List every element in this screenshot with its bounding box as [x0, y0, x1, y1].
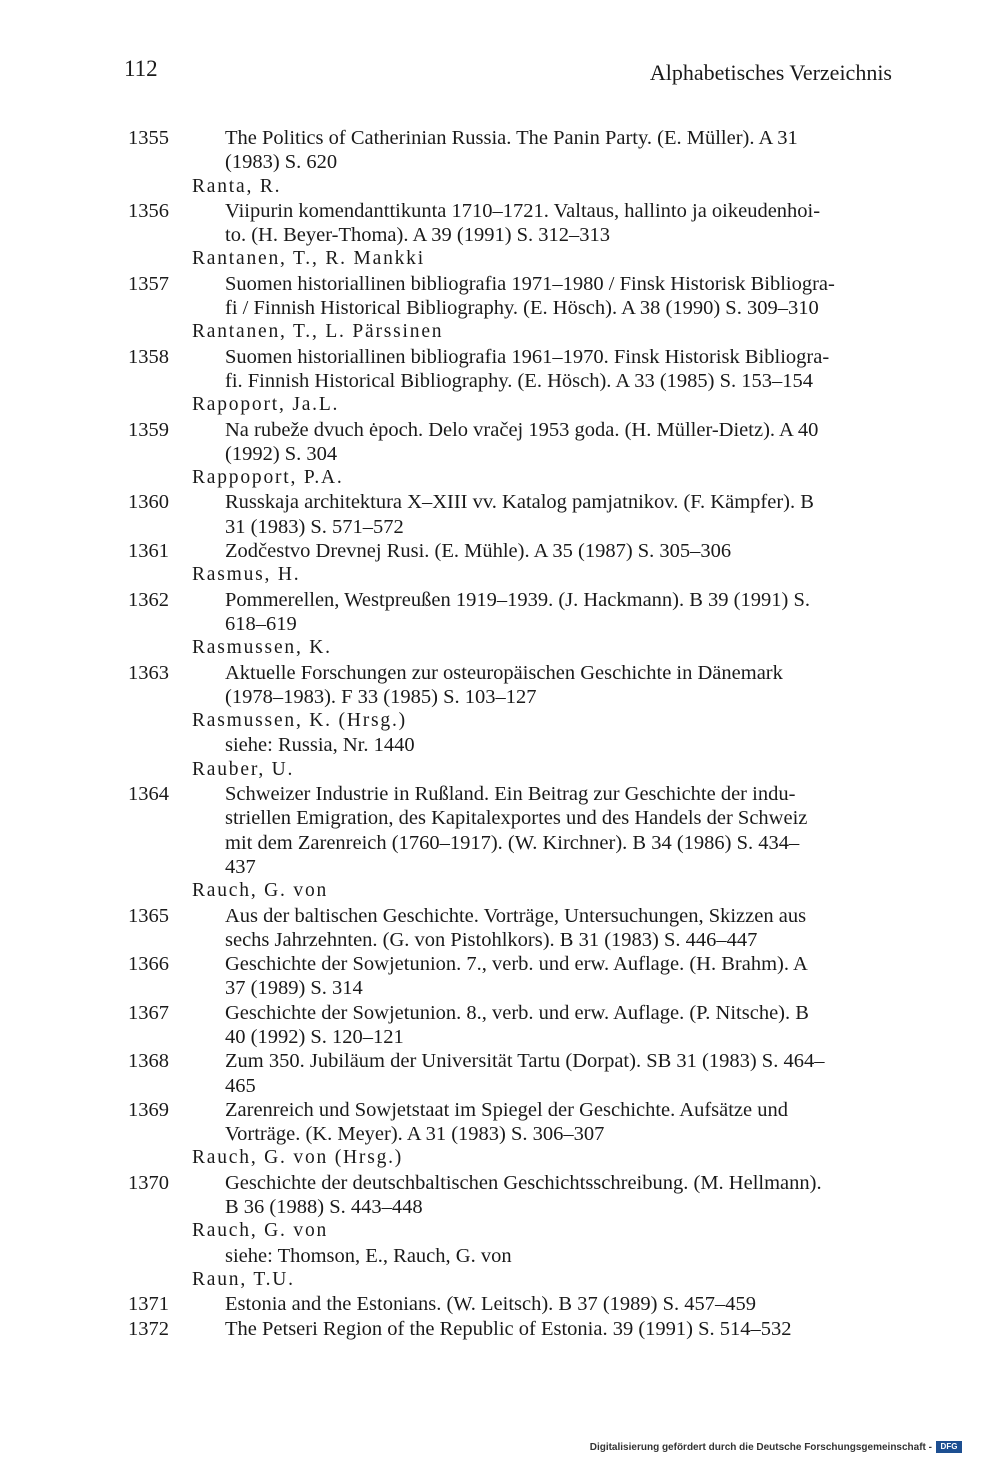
list-item [0, 1146, 1000, 1170]
entry-number: 1368 [128, 1050, 169, 1073]
author-heading: Rauch, G. von [192, 880, 329, 902]
list-item [0, 1244, 1000, 1268]
list-item [0, 199, 1000, 223]
entry-text: 465 [225, 1074, 256, 1097]
entry-number: 1372 [128, 1317, 169, 1340]
list-item [0, 515, 1000, 539]
list-item [0, 904, 1000, 928]
author-heading: Ranta, R. [192, 175, 282, 197]
entry-number: 1355 [128, 127, 169, 149]
digitization-footer [590, 1441, 962, 1453]
entry-text: sechs Jahrzehnten. (G. von Pistohlkors). B 31 (1983) S. 446–447 [225, 928, 758, 951]
entry-text: Zarenreich und Sowjetstaat im Spiegel der Geschichte. Aufsätze und [225, 1098, 788, 1121]
entry-text: Aktuelle Forschungen zur osteuropäischen Geschichte in Dänemark [225, 661, 783, 684]
author-heading: Rasmussen, K. [192, 637, 332, 659]
entry-text: 37 (1989) S. 314 [225, 977, 363, 1000]
dfg-logo: DFG [936, 1441, 962, 1453]
bibliography-list [0, 126, 1000, 1341]
list-item [0, 369, 1000, 393]
list-item [0, 1268, 1000, 1292]
entry-text: Schweizer Industrie in Rußland. Ein Beitrag zur Geschichte der indu- [225, 783, 796, 806]
entry-number: 1361 [128, 540, 169, 563]
entry-text: (1992) S. 304 [225, 442, 338, 465]
list-item [0, 345, 1000, 369]
entry-number: 1367 [128, 1001, 169, 1024]
entry-text: Geschichte der deutschbaltischen Geschichtsschreibung. (M. Hellmann). [225, 1171, 822, 1194]
list-item [0, 175, 1000, 199]
list-item [0, 976, 1000, 1000]
list-item [0, 1001, 1000, 1025]
list-item [0, 539, 1000, 563]
list-item [0, 296, 1000, 320]
list-item [0, 1292, 1000, 1316]
entry-text: siehe: Thomson, E., Rauch, G. von [225, 1244, 512, 1267]
list-item [0, 272, 1000, 296]
author-heading: Rauch, G. von [192, 1220, 329, 1242]
list-item [0, 442, 1000, 466]
entry-text: Aus der baltischen Geschichte. Vorträge, Untersuchungen, Skizzen aus [225, 904, 807, 927]
author-heading: Rantanen, T., R. Mankki [192, 248, 425, 270]
list-item [0, 490, 1000, 514]
entry-number: 1370 [128, 1171, 169, 1194]
entry-text: The Petseri Region of the Republic of Estonia. 39 (1991) S. 514–532 [225, 1317, 792, 1340]
entry-text: (1978–1983). F 33 (1985) S. 103–127 [225, 685, 537, 708]
list-item [0, 758, 1000, 782]
entry-text: Na rubeže dvuch ėpoch. Delo vračej 1953 goda. (H. Müller-Dietz). A 40 [225, 418, 819, 441]
footer-text: Digitalisierung gefördert durch die Deutsche Forschungsgemeinschaft - [589, 1441, 932, 1453]
entry-text: Suomen historiallinen bibliografia 1971–1980 / Finsk Historisk Bibliogra- [225, 272, 835, 295]
list-item [0, 831, 1000, 855]
author-heading: Rapoport, Ja.L. [192, 394, 340, 416]
entry-text: Zum 350. Jubiläum der Universität Tartu (Dorpat). SB 31 (1983) S. 464– [225, 1050, 825, 1073]
list-item [0, 466, 1000, 490]
list-item [0, 928, 1000, 952]
list-item [0, 1049, 1000, 1073]
author-heading: Rasmussen, K. (Hrsg.) [192, 710, 407, 732]
entry-text: Estonia and the Estonians. (W. Leitsch). B 37 (1989) S. 457–459 [225, 1293, 757, 1316]
entry-text: (1983) S. 620 [225, 151, 338, 174]
entry-number: 1365 [128, 904, 169, 927]
entry-text: Geschichte der Sowjetunion. 7., verb. und erw. Auflage. (H. Brahm). A [225, 953, 808, 976]
entry-number: 1359 [128, 418, 169, 441]
list-item [0, 563, 1000, 587]
list-item [0, 612, 1000, 636]
entry-text: 40 (1992) S. 120–121 [225, 1025, 404, 1048]
list-item [0, 636, 1000, 660]
entry-text: Vorträge. (K. Meyer). A 31 (1983) S. 306–307 [225, 1123, 605, 1146]
entry-number: 1358 [128, 345, 169, 368]
author-heading: Rasmus, H. [192, 564, 301, 586]
entry-text: siehe: Russia, Nr. 1440 [225, 734, 415, 757]
running-head: Alphabetisches Verzeichnis [649, 60, 892, 85]
entry-text: The Politics of Catherinian Russia. The Panin Party. (E. Müller). A 31 [225, 127, 798, 149]
author-heading: Rantanen, T., L. Pärssinen [192, 321, 444, 343]
list-item [0, 661, 1000, 685]
page-number: 112 [124, 56, 158, 81]
entry-text: 437 [225, 855, 256, 878]
entry-text: Russkaja architektura X–XIII vv. Katalog pamjatnikov. (F. Kämpfer). B [225, 491, 814, 514]
list-item [0, 685, 1000, 709]
entry-number: 1369 [128, 1098, 169, 1121]
entry-text: mit dem Zarenreich (1760–1917). (W. Kirchner). B 34 (1986) S. 434– [225, 831, 800, 854]
list-item [0, 150, 1000, 174]
entry-text: Suomen historiallinen bibliografia 1961–1970. Finsk Historisk Bibliogra- [225, 345, 830, 368]
list-item [0, 1219, 1000, 1243]
list-item [0, 879, 1000, 903]
entry-number: 1371 [128, 1293, 169, 1316]
entry-text: fi. Finnish Historical Bibliography. (E. Hösch). A 33 (1985) S. 153–154 [225, 369, 814, 392]
list-item [0, 320, 1000, 344]
list-item [0, 126, 1000, 150]
author-heading: Rauber, U. [192, 758, 295, 780]
entry-number: 1360 [128, 491, 169, 514]
list-item [0, 806, 1000, 830]
list-item [0, 588, 1000, 612]
list-item [0, 782, 1000, 806]
entry-text: B 36 (1988) S. 443–448 [225, 1196, 423, 1219]
list-item [0, 1122, 1000, 1146]
list-item [0, 393, 1000, 417]
author-heading: Rauch, G. von (Hrsg.) [192, 1147, 404, 1169]
list-item [0, 1074, 1000, 1098]
list-item [0, 1025, 1000, 1049]
entry-text: Pommerellen, Westpreußen 1919–1939. (J. Hackmann). B 39 (1991) S. [225, 588, 810, 611]
list-item [0, 247, 1000, 271]
list-item [0, 223, 1000, 247]
entry-text: Viipurin komendanttikunta 1710–1721. Valtaus, hallinto ja oikeudenhoi- [225, 199, 821, 222]
author-heading: Rappoport, P.A. [192, 467, 344, 489]
list-item [0, 709, 1000, 733]
entry-number: 1362 [128, 588, 169, 611]
list-item [0, 1098, 1000, 1122]
list-item [0, 418, 1000, 442]
entry-text: Zodčestvo Drevnej Rusi. (E. Mühle). A 35 (1987) S. 305–306 [225, 540, 732, 563]
entry-text: 618–619 [225, 612, 297, 635]
entry-number: 1356 [128, 199, 169, 222]
list-item [0, 1195, 1000, 1219]
entry-text: striellen Emigration, des Kapitalexportes und des Handels der Schweiz [225, 807, 808, 830]
author-heading: Raun, T.U. [192, 1268, 295, 1290]
entry-number: 1366 [128, 953, 169, 976]
entry-text: to. (H. Beyer-Thoma). A 39 (1991) S. 312–313 [225, 224, 611, 247]
entry-text: 31 (1983) S. 571–572 [225, 515, 404, 538]
list-item [0, 952, 1000, 976]
entry-number: 1364 [128, 783, 169, 806]
entry-text: fi / Finnish Historical Bibliography. (E. Hösch). A 38 (1990) S. 309–310 [225, 297, 819, 320]
list-item [0, 855, 1000, 879]
list-item [0, 733, 1000, 757]
list-item [0, 1171, 1000, 1195]
entry-number: 1363 [128, 661, 169, 684]
entry-text: Geschichte der Sowjetunion. 8., verb. und erw. Auflage. (P. Nitsche). B [225, 1001, 809, 1024]
entry-number: 1357 [128, 272, 169, 295]
list-item [0, 1317, 1000, 1341]
